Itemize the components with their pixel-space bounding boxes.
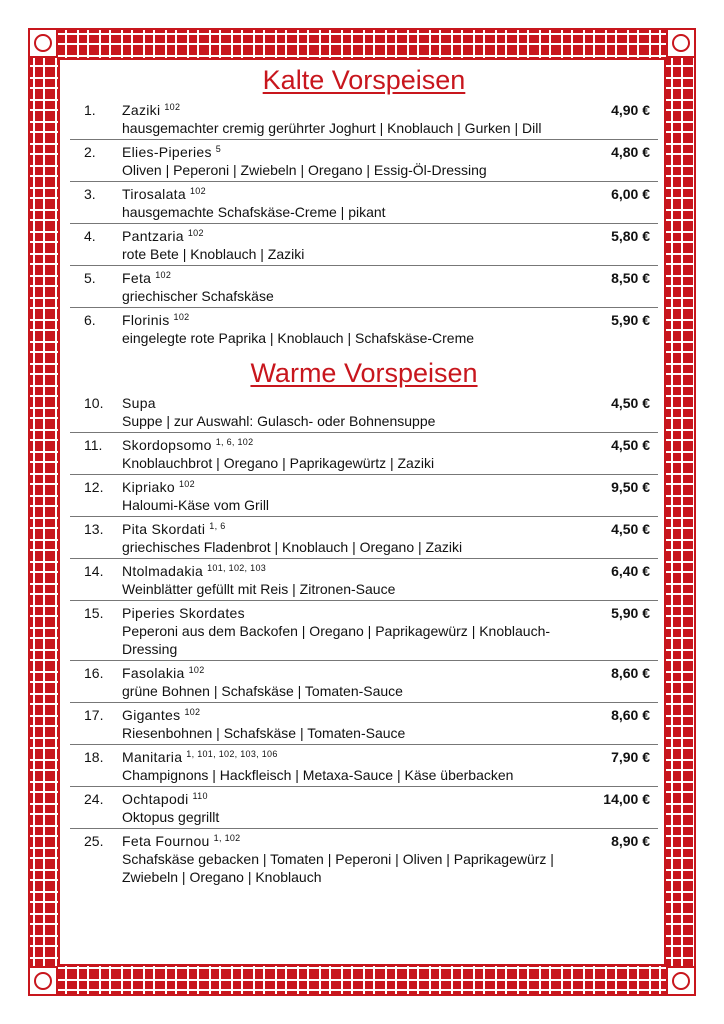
corner-ornament-icon xyxy=(28,28,58,58)
item-name: Kipriako xyxy=(122,479,175,495)
item-description: Riesenbohnen | Schafskäse | Tomaten-Sauce xyxy=(122,725,406,741)
item-name: Manitaria xyxy=(122,749,183,765)
item-price: 8,60 € xyxy=(611,665,650,681)
menu-item-row xyxy=(70,787,658,829)
menu-item-row xyxy=(70,601,658,661)
allergen-codes: 102 xyxy=(187,228,204,238)
item-body xyxy=(122,832,578,886)
allergen-codes: 102 xyxy=(189,186,206,196)
allergen-codes: 102 xyxy=(184,707,201,717)
menu-item-row xyxy=(70,308,658,349)
item-name: Ochtapodi xyxy=(122,791,189,807)
menu-item-row xyxy=(70,829,658,888)
item-name-line xyxy=(122,832,568,850)
menu-content xyxy=(70,62,658,888)
item-price: 4,50 € xyxy=(611,437,650,453)
item-price: 5,80 € xyxy=(611,228,650,244)
menu-item-row xyxy=(70,475,658,517)
item-name-line xyxy=(122,269,568,287)
item-name-line xyxy=(122,706,568,724)
item-number: 13. xyxy=(84,521,104,537)
item-description: Suppe | zur Auswahl: Gulasch- oder Bohnensuppe xyxy=(122,413,436,429)
allergen-codes: 102 xyxy=(155,270,172,280)
item-body xyxy=(122,185,578,221)
item-body xyxy=(122,478,578,514)
item-name: Skordopsomo xyxy=(122,437,212,453)
item-price: 5,90 € xyxy=(611,312,650,328)
item-body xyxy=(122,311,578,347)
item-body xyxy=(122,790,578,826)
item-body xyxy=(122,604,578,658)
allergen-codes: 102 xyxy=(164,102,181,112)
allergen-codes: 110 xyxy=(192,791,208,801)
item-body xyxy=(122,748,578,784)
item-body xyxy=(122,562,578,598)
item-name-line xyxy=(122,748,568,766)
item-price: 14,00 € xyxy=(603,791,650,807)
item-description: Haloumi-Käse vom Grill xyxy=(122,497,270,513)
item-name-line xyxy=(122,520,568,538)
item-name-line xyxy=(122,394,568,412)
item-description: eingelegte rote Paprika | Knoblauch | Schafskäse-Creme xyxy=(122,330,475,346)
item-name: Supa xyxy=(122,395,156,411)
menu-item-row xyxy=(70,745,658,787)
item-body xyxy=(122,520,578,556)
allergen-codes: 5 xyxy=(215,144,222,154)
item-price: 8,50 € xyxy=(611,270,650,286)
item-description: Champignons | Hackfleisch | Metaxa-Sauce | Käse überbacken xyxy=(122,767,514,783)
item-description: griechischer Schafskäse xyxy=(122,288,274,304)
item-number: 18. xyxy=(84,749,104,765)
item-description: hausgemachter cremig gerührter Joghurt | Knoblauch | Gurken | Dill xyxy=(122,120,542,136)
menu-item-row xyxy=(70,559,658,601)
item-name: Pantzaria xyxy=(122,228,184,244)
item-price: 9,50 € xyxy=(611,479,650,495)
menu-item-row xyxy=(70,266,658,308)
menu-item-row xyxy=(70,433,658,475)
item-name: Zaziki xyxy=(122,102,161,118)
item-description: Oktopus gegrillt xyxy=(122,809,220,825)
item-name-line xyxy=(122,311,568,329)
item-body xyxy=(122,394,578,430)
item-name-line xyxy=(122,790,568,808)
item-description: grüne Bohnen | Schafskäse | Tomaten-Sauce xyxy=(122,683,403,699)
item-number: 11. xyxy=(84,437,103,453)
allergen-codes: 1, 102 xyxy=(213,833,241,843)
item-number: 5. xyxy=(84,270,96,286)
item-name: Pita Skordati xyxy=(122,521,206,537)
item-name: Florinis xyxy=(122,312,170,328)
allergen-codes: 1, 6 xyxy=(209,521,226,531)
item-body xyxy=(122,101,578,137)
allergen-codes: 102 xyxy=(173,312,190,322)
item-name-line xyxy=(122,143,568,161)
item-name-line xyxy=(122,604,568,622)
item-name: Fasolakia xyxy=(122,665,185,681)
menu-item-row xyxy=(70,224,658,266)
allergen-codes: 1, 6, 102 xyxy=(215,437,254,447)
menu-item-row xyxy=(70,517,658,559)
item-price: 4,90 € xyxy=(611,102,650,118)
item-name-line xyxy=(122,227,568,245)
cold-starters-list xyxy=(70,98,658,349)
item-price: 6,40 € xyxy=(611,563,650,579)
item-number: 10. xyxy=(84,395,104,411)
item-description: Schafskäse gebacken | Tomaten | Peperoni | Oliven | Paprikagewürz | Zwiebeln | Oregano | Knoblauch xyxy=(122,851,554,885)
item-price: 4,50 € xyxy=(611,521,650,537)
menu-item-row xyxy=(70,391,658,433)
item-body xyxy=(122,143,578,179)
allergen-codes: 1, 101, 102, 103, 106 xyxy=(186,749,278,759)
item-body xyxy=(122,664,578,700)
item-number: 16. xyxy=(84,665,104,681)
item-number: 15. xyxy=(84,605,104,621)
item-description: Weinblätter gefüllt mit Reis | Zitronen-Sauce xyxy=(122,581,396,597)
item-number: 14. xyxy=(84,563,104,579)
item-name-line xyxy=(122,478,568,496)
item-name: Tirosalata xyxy=(122,186,186,202)
item-description: Knoblauchbrot | Oregano | Paprikagewürtz | Zaziki xyxy=(122,455,435,471)
allergen-codes: 102 xyxy=(178,479,195,489)
item-number: 1. xyxy=(84,102,96,118)
item-price: 8,60 € xyxy=(611,707,650,723)
item-name: Gigantes xyxy=(122,707,181,723)
item-price: 8,90 € xyxy=(611,833,650,849)
section-title-cold: Kalte Vorspeisen xyxy=(262,65,466,95)
item-price: 7,90 € xyxy=(611,749,650,765)
menu-item-row xyxy=(70,703,658,745)
corner-ornament-icon xyxy=(666,966,696,996)
menu-item-row xyxy=(70,661,658,703)
item-number: 25. xyxy=(84,833,104,849)
item-name-line xyxy=(122,185,568,203)
item-description: Peperoni aus dem Backofen | Oregano | Paprikagewürz | Knoblauch-Dressing xyxy=(122,623,551,657)
item-name: Feta xyxy=(122,270,152,286)
item-name-line xyxy=(122,101,568,119)
item-description: rote Bete | Knoblauch | Zaziki xyxy=(122,246,305,262)
item-name-line xyxy=(122,436,568,454)
item-body xyxy=(122,436,578,472)
item-body xyxy=(122,706,578,742)
menu-item-row xyxy=(70,140,658,182)
warm-starters-list xyxy=(70,391,658,888)
item-price: 5,90 € xyxy=(611,605,650,621)
item-number: 12. xyxy=(84,479,104,495)
item-name: Ntolmadakia xyxy=(122,563,204,579)
item-number: 24. xyxy=(84,791,104,807)
item-price: 4,50 € xyxy=(611,395,650,411)
item-name-line xyxy=(122,562,568,580)
item-description: griechisches Fladenbrot | Knoblauch | Oregano | Zaziki xyxy=(122,539,463,555)
item-number: 3. xyxy=(84,186,96,202)
item-name: Piperies Skordates xyxy=(122,605,245,621)
item-number: 17. xyxy=(84,707,104,723)
item-number: 2. xyxy=(84,144,96,160)
allergen-codes: 102 xyxy=(188,665,205,675)
item-name: Elies-Piperies xyxy=(122,144,212,160)
item-number: 4. xyxy=(84,228,96,244)
item-price: 6,00 € xyxy=(611,186,650,202)
corner-ornament-icon xyxy=(666,28,696,58)
item-name-line xyxy=(122,664,568,682)
item-number: 6. xyxy=(84,312,96,328)
item-price: 4,80 € xyxy=(611,144,650,160)
item-body xyxy=(122,269,578,305)
item-description: Oliven | Peperoni | Zwiebeln | Oregano | Essig-Öl-Dressing xyxy=(122,162,487,178)
allergen-codes: 101, 102, 103 xyxy=(207,563,267,573)
item-description: hausgemachte Schafskäse-Creme | pikant xyxy=(122,204,386,220)
menu-item-row xyxy=(70,182,658,224)
item-body xyxy=(122,227,578,263)
section-title-warm: Warme Vorspeisen xyxy=(250,358,478,388)
menu-item-row xyxy=(70,98,658,140)
corner-ornament-icon xyxy=(28,966,58,996)
item-name: Feta Fournou xyxy=(122,833,210,849)
